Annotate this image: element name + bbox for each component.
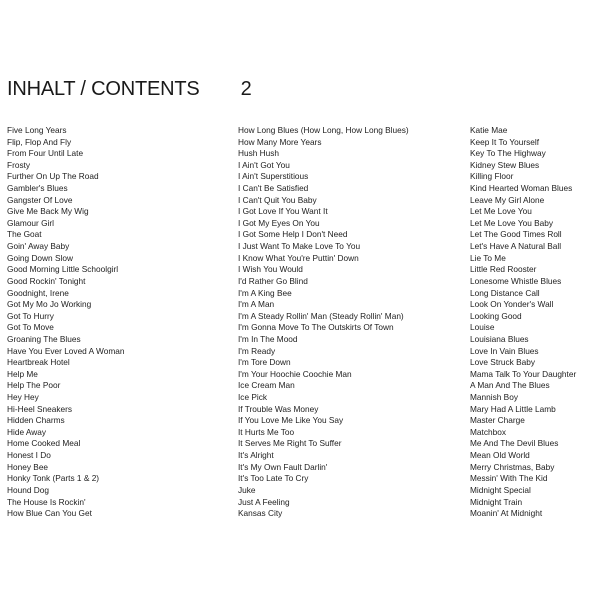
- song-title-entry: A Man And The Blues: [470, 380, 550, 391]
- song-title-entry: Juke: [238, 484, 256, 495]
- song-title-entry: I Wish You Would: [238, 264, 303, 275]
- song-title-entry: Mannish Boy: [470, 392, 518, 403]
- song-title-entry: Mama Talk To Your Daughter: [470, 368, 577, 379]
- song-title-entry: I'm Gonna Move To The Outskirts Of Town: [238, 322, 394, 333]
- song-title-entry: Lie To Me: [470, 252, 506, 263]
- song-title-entry: Mary Had A Little Lamb: [470, 403, 556, 414]
- song-title-entry: I Ain't Superstitious: [238, 171, 309, 182]
- song-title-entry: Matchbox: [470, 426, 506, 437]
- song-title-entry: Honey Bee: [7, 461, 49, 472]
- song-title-entry: Katie Mae: [470, 125, 508, 135]
- song-title-entry: Frosty: [7, 159, 31, 170]
- song-title-entry: Help The Poor: [7, 380, 61, 391]
- song-title-entry: Little Red Rooster: [470, 264, 537, 275]
- song-title-entry: Kind Hearted Woman Blues: [470, 183, 573, 194]
- song-title-entry: Going Down Slow: [7, 252, 73, 263]
- song-title-entry: Honky Tonk (Parts 1 & 2): [7, 473, 100, 484]
- song-title-entry: Hidden Charms: [7, 415, 65, 426]
- song-title-entry: Ice Cream Man: [238, 380, 295, 391]
- song-title-entry: Further On Up The Road: [7, 171, 99, 182]
- song-title-entry: Hound Dog: [7, 484, 49, 495]
- song-title-entry: I Know What You're Puttin' Down: [238, 252, 359, 263]
- song-title-entry: I Got Some Help I Don't Need: [238, 229, 348, 240]
- song-title-entry: I Got Love If You Want It: [238, 206, 328, 217]
- song-title-entry: From Four Until Late: [7, 148, 84, 159]
- song-title-entry: Mean Old World: [470, 450, 530, 461]
- song-title-entry: Louisiana Blues: [470, 333, 529, 344]
- song-title-entry: I'd Rather Go Blind: [238, 275, 308, 286]
- song-title-entry: Let Me Love You: [470, 206, 532, 217]
- song-title-entry: Got My Mo Jo Working: [7, 299, 92, 310]
- song-title-entry: Love Struck Baby: [470, 357, 536, 368]
- song-title-entry: Me And The Devil Blues: [470, 438, 559, 449]
- song-title-entry: It Hurts Me Too: [238, 426, 295, 437]
- song-title-entry: It's Alright: [238, 450, 274, 461]
- contents-column-3: [470, 125, 576, 520]
- song-title-entry: How Long Blues (How Long, How Long Blues): [238, 125, 409, 135]
- song-title-entry: Got To Hurry: [7, 310, 54, 321]
- song-title-entry: Hi-Heel Sneakers: [7, 403, 73, 414]
- song-title-entry: Got To Move: [7, 322, 54, 333]
- song-title-entry: Love In Vain Blues: [470, 345, 539, 356]
- song-title-entry: Look On Yonder's Wall: [470, 299, 554, 310]
- song-title-entry: I Can't Be Satisfied: [238, 183, 309, 194]
- song-title-entry: Flip, Flop And Fly: [7, 136, 72, 147]
- song-title-entry: How Many More Years: [238, 136, 322, 147]
- song-title-entry: I'm Ready: [238, 345, 276, 356]
- page-title: INHALT / CONTENTS: [7, 78, 200, 100]
- song-title-entry: Key To The Highway: [470, 148, 546, 159]
- song-title-entry: Home Cooked Meal: [7, 438, 81, 449]
- song-title-entry: It's Too Late To Cry: [238, 473, 309, 484]
- contents-column-2: [238, 125, 409, 520]
- song-title-entry: Heartbreak Hotel: [7, 357, 70, 368]
- song-title-entry: I Just Want To Make Love To You: [238, 241, 361, 252]
- song-title-entry: Keep It To Yourself: [470, 136, 540, 147]
- song-title-entry: Five Long Years: [7, 125, 67, 135]
- song-title-entry: Louise: [470, 322, 495, 333]
- song-title-entry: The House Is Rockin': [7, 496, 86, 507]
- song-title-entry: Lonesome Whistle Blues: [470, 275, 562, 286]
- contents-column-1: [7, 125, 124, 520]
- song-title-entry: Gangster Of Love: [7, 194, 73, 205]
- song-title-entry: It Serves Me Right To Suffer: [238, 438, 342, 449]
- song-title-entry: Ice Pick: [238, 392, 268, 403]
- song-title-entry: Midnight Special: [470, 484, 531, 495]
- song-title-entry: Have You Ever Loved A Woman: [7, 345, 125, 356]
- song-title-entry: Let The Good Times Roll: [470, 229, 562, 240]
- song-title-entry: If Trouble Was Money: [238, 403, 319, 414]
- song-title-entry: Let Me Love You Baby: [470, 217, 554, 228]
- song-title-entry: Merry Christmas, Baby: [470, 461, 555, 472]
- song-title-entry: Just A Feeling: [238, 496, 290, 507]
- song-title-entry: Glamour Girl: [7, 217, 55, 228]
- page-number: 2: [240, 78, 252, 100]
- song-title-entry: Hide Away: [7, 426, 47, 437]
- contents-header: [7, 78, 252, 101]
- song-title-entry: Hush Hush: [238, 148, 280, 159]
- song-title-entry: If You Love Me Like You Say: [238, 415, 344, 426]
- song-title-entry: Good Morning Little Schoolgirl: [7, 264, 119, 275]
- song-title-entry: Groaning The Blues: [7, 333, 81, 344]
- song-title-entry: I'm Tore Down: [238, 357, 291, 368]
- song-title-entry: Long Distance Call: [470, 287, 540, 298]
- song-title-entry: Help Me: [7, 368, 38, 379]
- song-title-entry: Give Me Back My Wig: [7, 206, 89, 217]
- song-title-entry: Killing Floor: [470, 171, 514, 182]
- song-title-entry: I'm Your Hoochie Coochie Man: [238, 368, 352, 379]
- song-title-entry: I Can't Quit You Baby: [238, 194, 317, 205]
- song-title-entry: Master Charge: [470, 415, 525, 426]
- song-title-entry: Goin' Away Baby: [7, 241, 70, 252]
- song-title-entry: I'm A Man: [238, 299, 275, 310]
- song-title-entry: Messin' With The Kid: [470, 473, 548, 484]
- song-title-entry: Kansas City: [238, 508, 283, 519]
- song-title-entry: I'm A King Bee: [238, 287, 292, 298]
- song-title-entry: Midnight Train: [470, 496, 523, 507]
- song-title-entry: Moanin' At Midnight: [470, 508, 543, 519]
- song-title-entry: Goodnight, Irene: [7, 287, 69, 298]
- song-title-entry: Good Rockin' Tonight: [7, 275, 86, 286]
- song-title-entry: Leave My Girl Alone: [470, 194, 545, 205]
- song-title-entry: Gambler's Blues: [7, 183, 68, 194]
- song-title-entry: The Goat: [7, 229, 42, 240]
- song-title-entry: I'm A Steady Rollin' Man (Steady Rollin' Man): [238, 310, 404, 321]
- song-title-entry: Kidney Stew Blues: [470, 159, 540, 170]
- song-title-entry: Hey Hey: [7, 392, 39, 403]
- song-title-entry: Honest I Do: [7, 450, 51, 461]
- song-title-entry: Looking Good: [470, 310, 522, 321]
- song-title-entry: I Got My Eyes On You: [238, 217, 320, 228]
- song-title-entry: Let's Have A Natural Ball: [470, 241, 562, 252]
- song-title-entry: How Blue Can You Get: [7, 508, 92, 519]
- song-title-entry: I'm In The Mood: [238, 333, 298, 344]
- song-title-entry: I Ain't Got You: [238, 159, 290, 170]
- song-title-entry: It's My Own Fault Darlin': [238, 461, 328, 472]
